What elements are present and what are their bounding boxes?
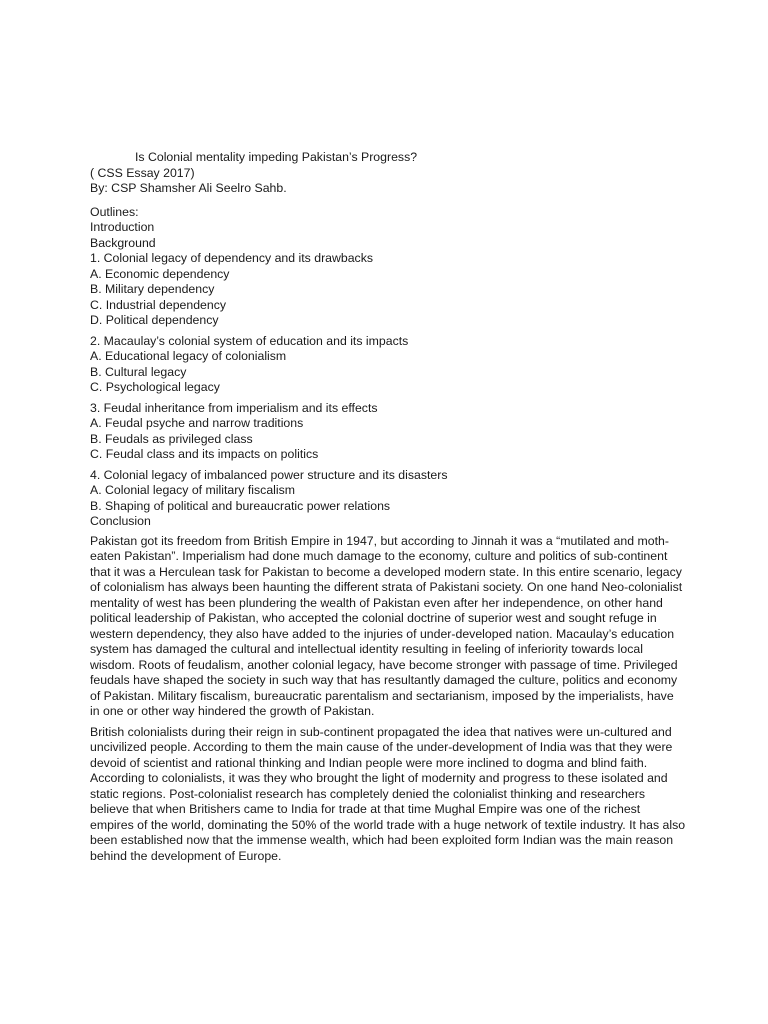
outline-subitem: B. Military dependency [90,282,215,296]
outline-heading: Outlines: [90,204,139,219]
outline-intro-item: Introduction [90,220,155,234]
outline-section [90,401,690,463]
body-paragraph: British colonialists during their reign in sub-continent propagated the idea that natives were un-cultured and uncivilized people. According to them the main cause of the under-development of India was that they were devoid of scientist and rational thinking and Indian people were more inclined to dogma and blind faith. According to colonialists, it was they who brought the light of modernity and progress to these isolated and static regions. Post-colonialist research has completely denied the colonialist thinking and researchers believe that when Britishers came to India for trade at that time Mughal Empire was one of the richest empires of the world, dominating the 50% of the world trade with a huge network of textile industry. It has also been established now that the immense wealth, which had been exploited form Indian was the main reason behind the development of Europe. [90,724,686,863]
outline-subitem: A. Colonial legacy of military fiscalism [90,483,296,497]
outline-subitem: A. Economic dependency [90,266,230,281]
outline-subitem: B. Shaping of political and bureaucratic power relations [90,498,391,513]
outline-section-heading: 2. Macaulay’s colonial system of education and its impacts [90,333,409,348]
outline-subitem: B. Feudals as privileged class [90,431,253,446]
outline-section [90,251,690,329]
essay-subtitle: ( CSS Essay 2017) [90,165,195,180]
outline-subitems [90,349,690,396]
document-page [90,150,690,864]
outline-subitem: C. Industrial dependency [90,297,227,312]
outline-subitem: D. Political dependency [90,313,219,327]
outline-subitem: C. Feudal class and its impacts on politics [90,447,319,461]
outline-subitem: B. Cultural legacy [90,364,187,379]
outline-conclusion: Conclusion [90,514,151,528]
outline-section [90,334,690,396]
outline-subitems [90,483,690,514]
outline-section-heading: 3. Feudal inheritance from imperialism and its effects [90,400,378,415]
outline-subitems [90,416,690,463]
outline-intro-item: Background [90,235,156,250]
outline-subitem: A. Feudal psyche and narrow traditions [90,416,304,430]
essay-title: Is Colonial mentality impeding Pakistan’s Progress? [135,150,418,164]
outline-subitem: A. Educational legacy of colonialism [90,349,287,363]
essay-author: By: CSP Shamsher Ali Seelro Sahb. [90,181,287,195]
outline-section-heading: 1. Colonial legacy of dependency and its drawbacks [90,251,374,265]
body-paragraph: Pakistan got its freedom from British Empire in 1947, but according to Jinnah it was a “mutilated and moth-eaten Pakistan”. Imperialism had done much damage to the economy, culture and politics of sub-continent that it was a Herculean task for Pakistan to become a developed modern state. In this entire scenario, legacy of colonialism has always been haunting the different strata of Pakistani society. On one hand Neo-colonialist mentality of west has been plundering the wealth of Pakistan even after her independence, on other hand political leadership of Pakistan, who accepted the colonial doctrine of superior west and sought refuge in western dependency, they also have added to the injuries of under-developed nation. Macaulay’s education system has damaged the cultural and intellectual identity resulting in feeling of inferiority towards local wisdom. Roots of feudalism, another colonial legacy, have become stronger with passage of time. Privileged feudals have shaped the society in such way that has resultantly damaged the culture, politics and economy of Pakistan. Military fiscalism, bureaucratic parentalism and sectarianism, imposed by the imperialists, have in one or other way hindered the growth of Pakistan. [90,533,683,718]
outline-subitem: C. Psychological legacy [90,380,220,394]
outline-section-heading: 4. Colonial legacy of imbalanced power structure and its disasters [90,467,448,482]
outline-section [90,468,690,515]
outline-subitems [90,267,690,329]
